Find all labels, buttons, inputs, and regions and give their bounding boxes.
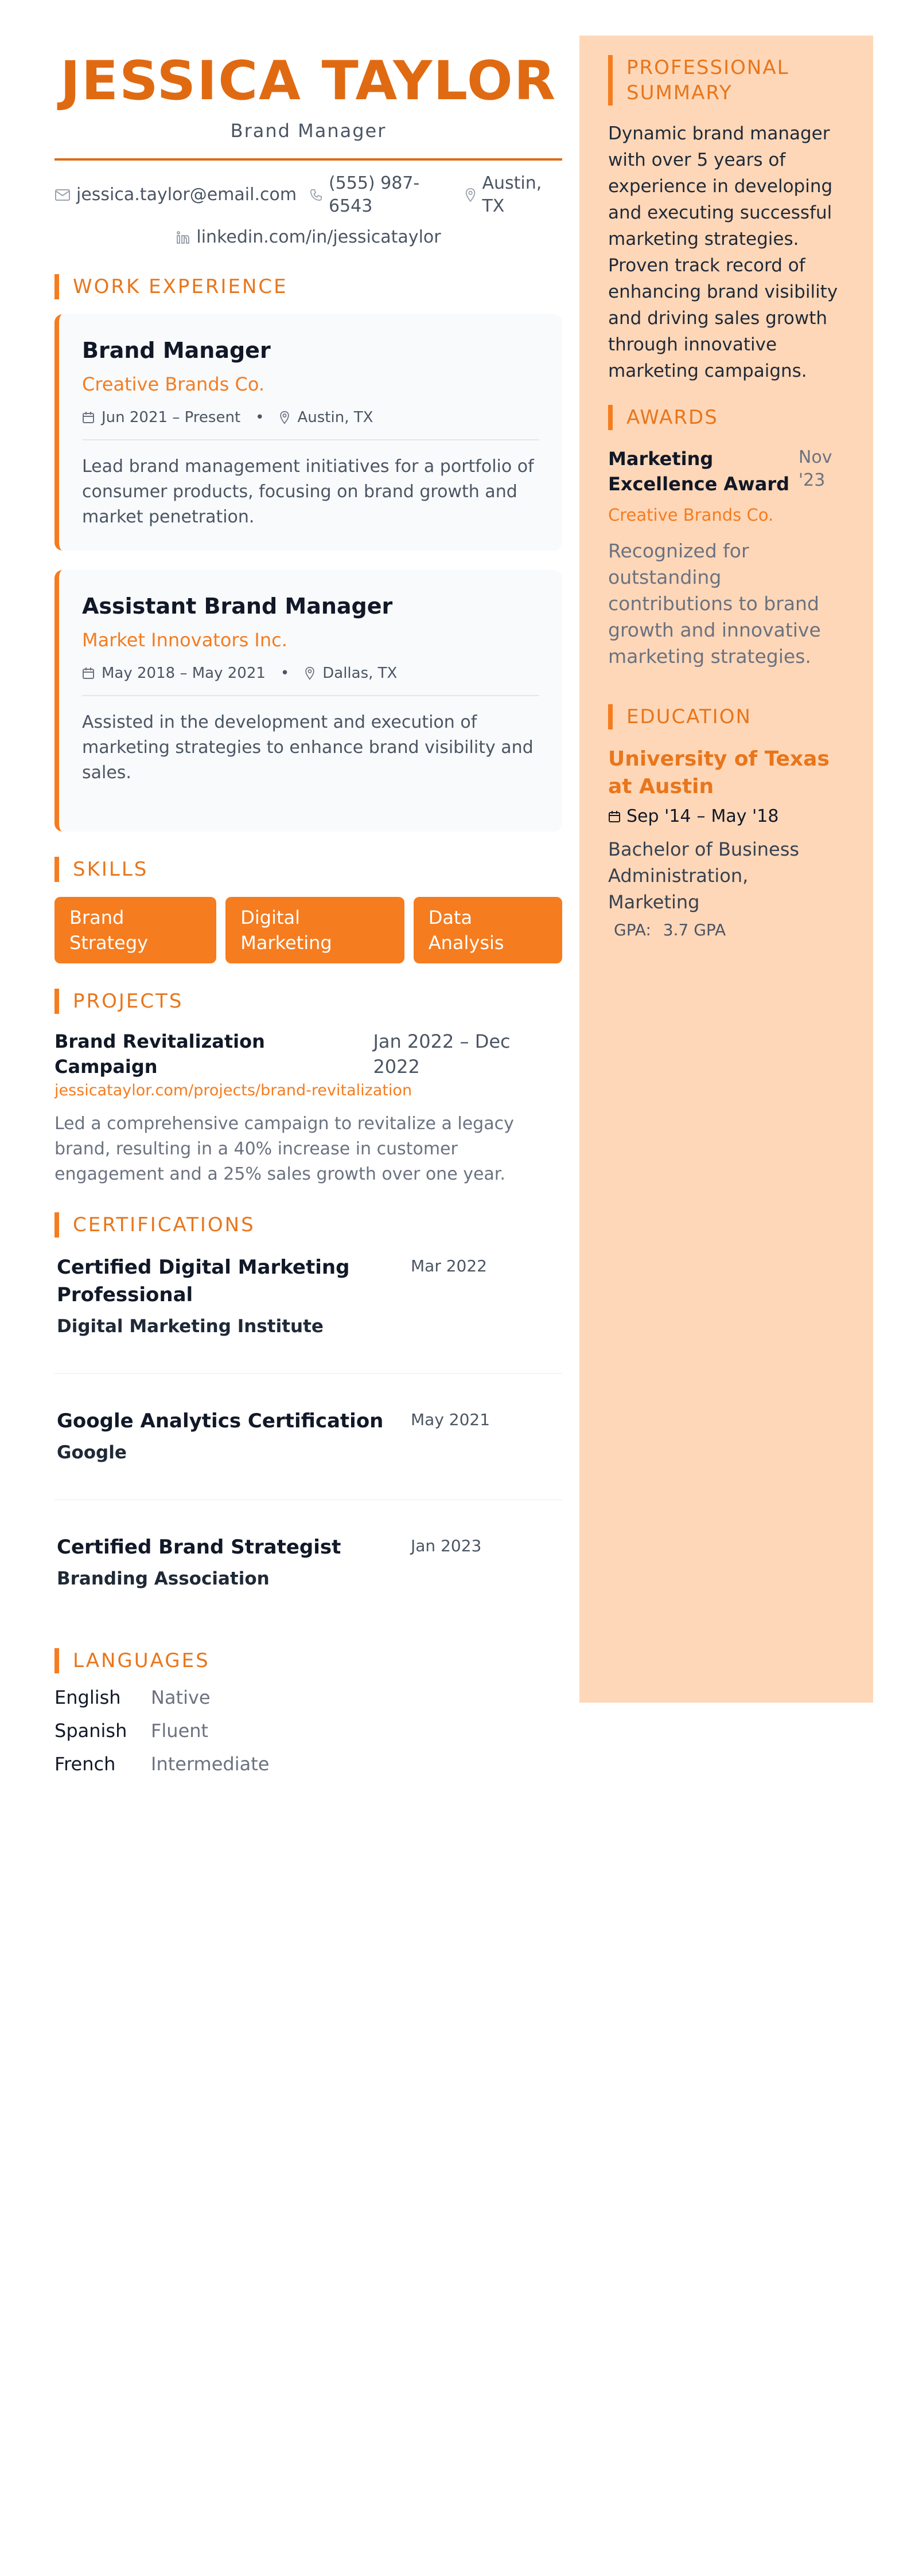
project-description: Led a comprehensive campaign to revitalize a legacy brand, resulting in a 40% increase in customer engagement and a 25% sales growth over one year. (54, 1114, 514, 1184)
education-section (608, 704, 843, 942)
certification-main (57, 1254, 401, 1338)
project-title: Brand Revitalization Campaign (54, 1031, 265, 1078)
meta-bullet: • (280, 665, 290, 682)
phone-icon (309, 188, 323, 202)
skill-pill: Digital Marketing (225, 897, 404, 963)
award-description: Recognized for outstanding contributions to brand growth and innovative marketing strategies. (608, 540, 821, 668)
award-org: Creative Brands Co. (608, 505, 774, 525)
phone-text: (555) 987-6543 (328, 173, 420, 216)
skill-pill: Brand Strategy (54, 897, 216, 963)
section-heading-skills: SKILLS (54, 857, 562, 882)
job-divider (82, 439, 539, 440)
section-heading-projects: PROJECTS (54, 989, 562, 1014)
linkedin-text: linkedin.com/in/jessicataylor (196, 227, 441, 247)
section-heading-languages: LANGUAGES (54, 1648, 562, 1673)
certification-date: May 2021 (411, 1410, 490, 1429)
education-end: May '18 (711, 806, 779, 826)
language-row (54, 1716, 562, 1746)
email-text: jessica.taylor@email.com (76, 185, 297, 205)
skill-pill: Data Analysis (414, 897, 562, 963)
candidate-role: Brand Manager (230, 120, 387, 142)
certification-org: Branding Association (57, 1568, 270, 1589)
certification-date: Mar 2022 (411, 1256, 487, 1275)
certification-item (54, 1533, 562, 1591)
job-card (54, 314, 562, 551)
sidebar (579, 36, 873, 1703)
job-location: Dallas, TX (322, 665, 398, 682)
certification-org: Google (57, 1442, 127, 1463)
section-heading-awards: AWARDS (608, 405, 843, 430)
linkedin-icon (176, 230, 190, 245)
education-dates (608, 805, 843, 828)
job-title: Assistant Brand Manager (82, 594, 393, 619)
language-row (54, 1683, 562, 1712)
certification-title: Certified Brand Strategist (57, 1536, 341, 1559)
job-card (54, 570, 562, 832)
map-pin-icon (304, 666, 316, 680)
job-description: Lead brand management initiatives for a portfolio of consumer products, focusing on brand growth and market penetration. (82, 456, 534, 527)
language-name: French (54, 1753, 116, 1775)
job-dates: Jun 2021 – Present (102, 409, 241, 426)
language-level: Native (151, 1687, 211, 1708)
calendar-icon (82, 667, 95, 680)
job-title: Brand Manager (82, 338, 271, 363)
job-location: Austin, TX (297, 409, 373, 426)
section-heading-certifications: CERTIFICATIONS (54, 1212, 562, 1238)
awards-section (608, 405, 843, 670)
certification-date: Jan 2023 (411, 1536, 482, 1555)
job-company: Market Innovators Inc. (82, 629, 287, 651)
mail-icon (54, 189, 71, 201)
project-link[interactable]: jessicataylor.com/projects/brand-revitalization (54, 1082, 412, 1099)
gpa-value: 3.7 GPA (663, 920, 726, 939)
job-meta (82, 407, 539, 428)
language-level: Fluent (151, 1720, 209, 1742)
certification-org: Digital Marketing Institute (57, 1316, 324, 1337)
certification-divider (54, 1499, 562, 1500)
language-name: English (54, 1687, 121, 1708)
education-gpa (608, 919, 843, 942)
section-heading-summary: PROFESSIONAL SUMMARY (608, 55, 843, 106)
certification-item (54, 1254, 562, 1338)
calendar-icon (608, 810, 621, 823)
award-date: Nov '23 (798, 447, 832, 490)
section-heading-education: EDUCATION (608, 704, 843, 729)
certification-main (57, 1533, 401, 1591)
language-level: Intermediate (151, 1753, 270, 1775)
award-title: Marketing Excellence Award (608, 448, 790, 495)
education-start: Sep '14 (626, 806, 691, 826)
contact-phone[interactable] (309, 172, 452, 218)
map-pin-icon (279, 411, 290, 424)
education-school: University of Texas at Austin (608, 747, 830, 798)
candidate-name: JESSICA TAYLOR (60, 50, 557, 112)
summary-text: Dynamic brand manager with over 5 years of experience in developing and executing successful marketing strategies. Proven track record of enhancing brand visibility and driving sales growth through innovative marketing campaigns. (608, 123, 838, 381)
education-dash: – (696, 806, 706, 826)
languages-list (54, 1683, 562, 1779)
meta-bullet: • (255, 409, 264, 426)
award-item (608, 446, 843, 497)
job-description: Assisted in the development and execution of marketing strategies to enhance brand visibility and sales. (82, 712, 534, 783)
skills-list (54, 897, 562, 963)
job-dates: May 2018 – May 2021 (102, 665, 266, 682)
header-divider (54, 158, 562, 161)
project-header (54, 1029, 562, 1079)
certification-title: Certified Digital Marketing Professional (57, 1256, 350, 1306)
map-pin-icon (465, 187, 476, 203)
job-divider (82, 695, 539, 696)
contact-row (54, 172, 562, 218)
location-text: Austin, TX (482, 173, 542, 216)
certification-title: Google Analytics Certification (57, 1410, 384, 1433)
main-column (54, 36, 562, 1779)
gpa-label: GPA: (614, 920, 651, 939)
calendar-icon (82, 411, 95, 424)
contact-linkedin[interactable] (176, 226, 441, 249)
contact-location (465, 172, 562, 218)
project-dates: Jan 2022 – Dec 2022 (373, 1031, 511, 1078)
job-company: Creative Brands Co. (82, 373, 265, 395)
certification-item (54, 1407, 562, 1465)
certification-divider (54, 1373, 562, 1374)
contact-email[interactable] (54, 172, 297, 218)
education-degree: Bachelor of Business Administration, Marketing (608, 838, 800, 913)
certification-main (57, 1407, 401, 1465)
contact-row-2 (54, 226, 562, 249)
language-row (54, 1749, 562, 1779)
section-heading-work: WORK EXPERIENCE (54, 274, 562, 299)
language-name: Spanish (54, 1720, 127, 1742)
job-meta (82, 663, 539, 684)
